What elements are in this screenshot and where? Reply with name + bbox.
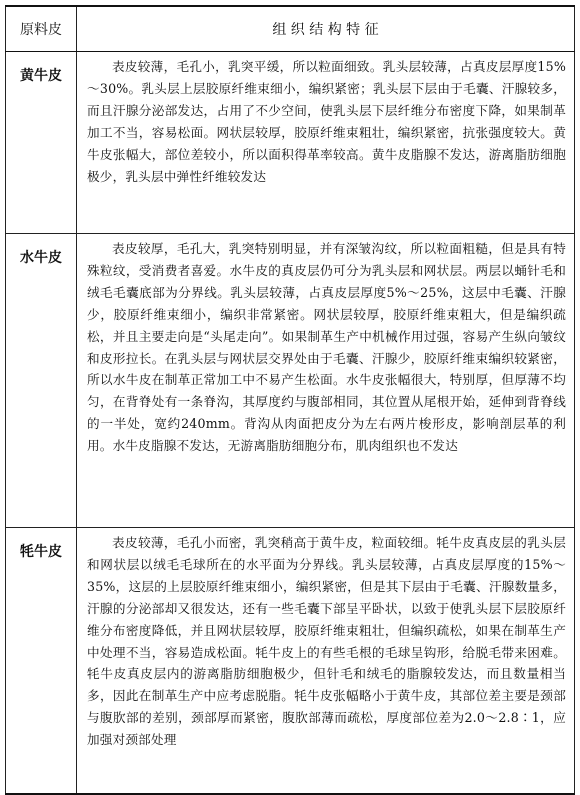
- table-row: [6, 52, 575, 234]
- table-row: [6, 528, 575, 794]
- row-name-buffalo: 水牛皮: [6, 234, 77, 528]
- table-header-row: [6, 6, 575, 52]
- row-desc-buffalo: 表皮较厚，毛孔大，乳突特别明显，并有深皱沟纹，所以粒面粗糙，但是具有特殊粒纹，受消费者喜爱。水牛皮的真皮层仍可分为乳头层和网状层。两层以蛹针毛和绒毛毛囊底部为分界线。乳头层较薄，占真皮层厚度5%～25%，这层中毛囊、汗腺少，胶原纤维束细小，编织非常紧密。网状层较厚，胶原纤维束粗大，但是编织疏松，并且主要走向是“头尾走向”。如果制革生产中机械作用过强，容易产生纵向皱纹和皮形拉长。在乳头层与网状层交界处由于毛囊、汗腺少，胶原纤维束编织较紧密，所以水牛皮在制革正常加工中不易产生松面。水牛皮张幅很大，特别厚，但厚薄不均匀，在背脊处有一条脊沟，其厚度约与腹部相同，其位置从尾根开始，延伸到背脊线的一半处，宽约240mm。背沟从肉面把皮分为左右两片梭形皮，影响剖层革的利用。水牛皮脂腺不发达，无游离脂肪细胞分布，肌肉组织也不发达: [77, 234, 575, 528]
- row-desc-yellow-cattle: 表皮较薄，毛孔小，乳突平缓，所以粒面细致。乳头层较薄，占真皮层厚度15%～30%。乳头层上层胶原纤维束细小，编织紧密；乳头层下层由于毛囊、汗腺较多，而且汗腺分泌部发达，占用了不少空间，使乳头层下层纤维分布密度下降，如果制革加工不当，容易松面。网状层较厚，胶原纤维束粗壮，编织紧密，抗张强度较大。黄牛皮张幅大，部位差较小，所以面积得革率较高。黄牛皮脂腺不发达，游离脂肪细胞极少，乳头层中弹性纤维较发达: [77, 52, 575, 234]
- characteristics-table: [5, 5, 575, 795]
- table-row: [6, 234, 575, 528]
- header-structure-features: 组 织 结 构 特 征: [77, 6, 575, 52]
- row-name-yak: 牦牛皮: [6, 528, 77, 794]
- row-desc-yak: 表皮较薄，毛孔小而密，乳突稍高于黄牛皮，粒面较细。牦牛皮真皮层的乳头层和网状层以绒毛毛球所在的水平面为分界线。乳头层较薄，占真皮层厚度的15%～35%，这层的上层胶原纤维束细小，编织紧密，但是其下层由于毛囊、汗腺数量多，汗腺的分泌部却又很发达，还有一些毛囊下部呈平卧状，以致于使乳头层下层胶原纤维分布密度降低，并且网状层较厚，胶原纤维束粗壮，但编织疏松，如果在制革生产中处理不当，容易造成松面。牦牛皮上的有些毛根的毛球呈钩形，给脱毛带来困难。牦牛皮真皮层内的游离脂肪细胞极少，但针毛和绒毛的脂腺较发达，而且数量相当多，因此在制革生产中应考虑脱脂。牦牛皮张幅略小于黄牛皮，其部位差主要是颈部与腹肷部的差别，颈部厚而紧密，腹肷部薄而疏松，厚度部位差为2.0～2.8∶1，应加强对颈部处理: [77, 528, 575, 794]
- header-raw-hide: 原料皮: [6, 6, 77, 52]
- row-name-yellow-cattle: 黄牛皮: [6, 52, 77, 234]
